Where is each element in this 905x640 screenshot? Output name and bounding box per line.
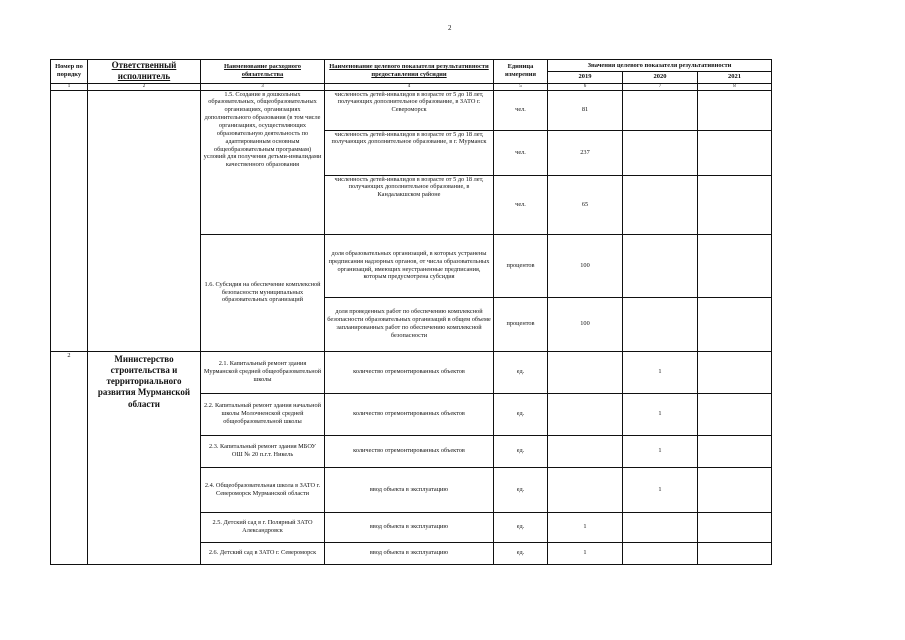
header-number: Номер по порядку [51, 60, 88, 84]
col-number: 6 [548, 83, 623, 90]
cell-unit: ед. [494, 393, 548, 435]
cell-obligation: 1.6. Субсидия на обеспечение комплексной безопасности муниципальных образовательных организаций [201, 234, 325, 351]
cell-unit: чел. [494, 175, 548, 234]
cell-unit: ед. [494, 542, 548, 564]
cell-2020 [623, 90, 698, 130]
cell-indicator: ввод объекта в эксплуатацию [325, 467, 494, 512]
cell-indicator: доля проведенных работ по обеспечению комплексной безопасности образовательных организаций в общем объеме запланированных работ по обеспечению комплексной безопасности [325, 297, 494, 351]
cell-obligation: 2.6. Детский сад в ЗАТО г. Североморск [201, 542, 325, 564]
cell-obligation: 2.4. Общеобразовательная школа в ЗАТО г. Североморск Мурманской области [201, 467, 325, 512]
cell-2021 [698, 90, 772, 130]
header-2019: 2019 [548, 72, 623, 83]
cell-indicator: численность детей-инвалидов в возрасте от 5 до 18 лет, получающих дополнительное образование, в г. Мурманск [325, 130, 494, 175]
cell-2019: 100 [548, 234, 623, 297]
cell-indicator: количество отремонтированных объектов [325, 435, 494, 467]
cell-number: 2 [51, 351, 88, 564]
cell-2020 [623, 297, 698, 351]
cell-2021 [698, 435, 772, 467]
cell-2020 [623, 175, 698, 234]
cell-2021 [698, 297, 772, 351]
cell-responsible: Министерство строительства и территориального развития Мурманской области [88, 351, 201, 564]
cell-2021 [698, 512, 772, 542]
target-indicators-table [50, 59, 772, 565]
cell-2021 [698, 130, 772, 175]
cell-obligation: 2.5. Детский сад в г. Полярный ЗАТО Александровск [201, 512, 325, 542]
cell-2020: 1 [623, 393, 698, 435]
page-number: 2 [448, 24, 452, 32]
cell-2019: 81 [548, 90, 623, 130]
header-obligation: Наименование расходного обязательства [201, 60, 325, 84]
cell-indicator: количество отремонтированных объектов [325, 393, 494, 435]
col-number: 8 [698, 83, 772, 90]
cell-2021 [698, 175, 772, 234]
cell-2020 [623, 234, 698, 297]
cell-2019: 1 [548, 542, 623, 564]
cell-obligation: 2.1. Капитальный ремонт здания Мурманской средней общеобразовательной школы [201, 351, 325, 393]
header-indicator: Наименование целевого показателя результативности предоставления субсидии [325, 60, 494, 84]
cell-indicator: количество отремонтированных объектов [325, 351, 494, 393]
header-responsible: Ответственный исполнитель [88, 60, 201, 84]
cell-obligation: 1.5. Создание в дошкольных образовательных, общеобразовательных организациях, организациях дополнительного образования (в том числе организациях, осуществляющих образовательную деятельность по адаптированным основным общеобразовательным программам) условий для получения детьми-инвалидами качественного образования [201, 90, 325, 234]
cell-2021 [698, 393, 772, 435]
col-number: 7 [623, 83, 698, 90]
cell-unit: чел. [494, 90, 548, 130]
cell-indicator: доля образовательных организаций, в которых устранены предписания надзорных органов, от числа образовательных организаций, имеющих неустраненные предписания, которым предусмотрена субсидия [325, 234, 494, 297]
cell-2019 [548, 467, 623, 512]
col-number: 4 [325, 83, 494, 90]
cell-2019 [548, 435, 623, 467]
header-2020: 2020 [623, 72, 698, 83]
cell-2020: 1 [623, 351, 698, 393]
header-unit: Единица измерения [494, 60, 548, 84]
cell-2019 [548, 351, 623, 393]
cell-obligation: 2.2. Капитальный ремонт здания начальной школы Молочненской средней общеобразовательной школы [201, 393, 325, 435]
cell-2020 [623, 542, 698, 564]
cell-unit: ед. [494, 512, 548, 542]
table-row [51, 351, 772, 393]
cell-unit: ед. [494, 351, 548, 393]
cell-unit: процентов [494, 297, 548, 351]
cell-indicator: ввод объекта в эксплуатацию [325, 542, 494, 564]
cell-2019: 100 [548, 297, 623, 351]
cell-2020 [623, 130, 698, 175]
header-values-group: Значения целевого показателя результативности [548, 60, 772, 72]
col-number: 2 [88, 83, 201, 90]
table-row [51, 90, 772, 130]
cell-2020: 1 [623, 435, 698, 467]
cell-2019: 237 [548, 130, 623, 175]
col-number: 1 [51, 83, 88, 90]
cell-indicator: численность детей-инвалидов в возрасте от 5 до 18 лет, получающих дополнительное образование, в Кандалакшском районе [325, 175, 494, 234]
cell-2019: 65 [548, 175, 623, 234]
cell-2021 [698, 542, 772, 564]
cell-2021 [698, 467, 772, 512]
cell-2020: 1 [623, 467, 698, 512]
column-numbers-row [51, 83, 772, 90]
cell-unit: ед. [494, 467, 548, 512]
cell-unit: ед. [494, 435, 548, 467]
cell-2019 [548, 393, 623, 435]
cell-2019: 1 [548, 512, 623, 542]
cell-number [51, 90, 88, 351]
cell-indicator: численность детей-инвалидов в возрасте от 5 до 18 лет, получающих дополнительное образование, в ЗАТО г. Североморск [325, 90, 494, 130]
cell-indicator: ввод объекта в эксплуатацию [325, 512, 494, 542]
cell-2021 [698, 351, 772, 393]
cell-2020 [623, 512, 698, 542]
header-2021: 2021 [698, 72, 772, 83]
cell-2021 [698, 234, 772, 297]
col-number: 5 [494, 83, 548, 90]
cell-responsible [88, 90, 201, 351]
cell-unit: чел. [494, 130, 548, 175]
cell-unit: процентов [494, 234, 548, 297]
cell-obligation: 2.3. Капитальный ремонт здания МБОУ ОШ № 20 п.г.т. Никель [201, 435, 325, 467]
col-number: 3 [201, 83, 325, 90]
